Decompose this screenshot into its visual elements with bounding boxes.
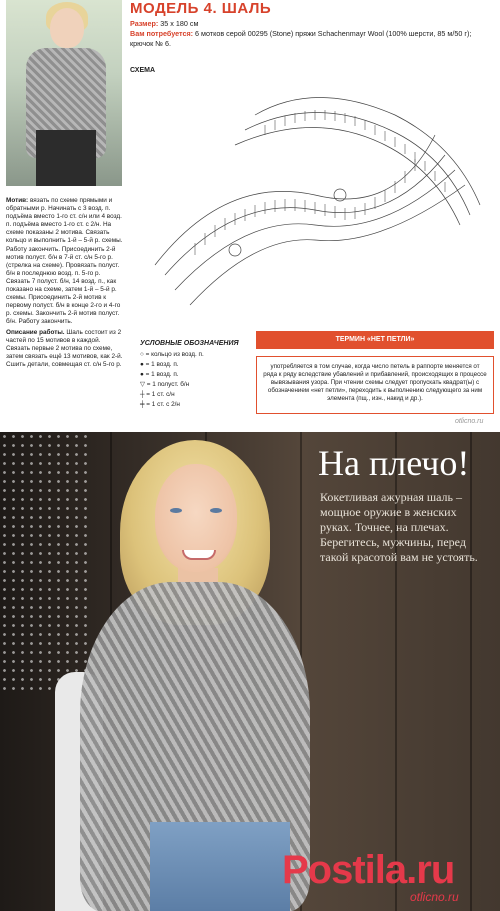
feature-headline: На плечо!: [318, 443, 470, 483]
site-watermark: otlicno.ru: [410, 890, 459, 904]
motif-text: вязать по схеме прямыми и обратными р. Начинать с 3 возд. п. подъёма вместо 1-го ст. с/н или 4 возд. п. подъёма вместо 1-го ст. с 2/н. На схеме показаны 2 мотива. Связать кольцо и выполнить 1-й – 5-й р. схемы. Работу закончить. Присоединить 2-й мотив полуст. б/н в 7-й ст. с/н 5-го р. (стрелка на схеме). Провязать полуст. б/н в последнюю возд. п. 5-го р. Связать 7 полуст. б/н, 14 возд. п., как показано на схеме, затем 1-й – 5-й р. схемы. Присоединить 2-й мотив к первому полуст. б/н в конце 2-го и 4-го р. схемы. Закончить 2-й мотив полуст. б/н. Работу закончить.: [6, 197, 123, 326]
term-heading: ТЕРМИН «НЕТ ПЕТЛИ»: [256, 331, 494, 349]
term-body: употребляется в том случае, когда число петель в раппорте меняется от ряда к ряду вследствие убавлений и прибавлений, происходящих в процессе вывязывания узора. При чтении схемы следует пропускать квадрат(ы) с обозначением «нет петли», переходить к выполнению следующего за ним элемента (пщ., изн., накид и др.).: [256, 356, 494, 414]
decorative-dots: [0, 432, 90, 692]
model-apron: [150, 822, 290, 911]
legend-item: ┼ = 1 ст. с/н: [140, 391, 175, 398]
crochet-chart-diagram: [135, 75, 495, 320]
materials-label: Вам потребуется:: [130, 29, 194, 38]
motif-label: Мотив:: [6, 197, 29, 204]
legend-title: УСЛОВНЫЕ ОБОЗНАЧЕНИЯ: [140, 340, 239, 347]
feature-photo: [0, 432, 500, 911]
legend-item: ▽ = 1 полуст. б/н: [140, 381, 190, 388]
postila-logo[interactable]: Postila.ru: [282, 848, 455, 892]
legend-item: ● = 1 возд. п.: [140, 371, 179, 378]
feature-tagline: Кокетливая ажурная шаль – мощное оружие в женских руках. Точнее, на плечах. Берегитесь, мужчины, перед такой красотой вам не устоять.: [320, 490, 478, 564]
materials-value: 6 мотков серой 00295 (Stone) пряжи Schachenmayr Wool (100% шерсти, 85 м/50 г); крючок № 6.: [130, 29, 472, 48]
instructions-column: [6, 197, 124, 371]
model-title: МОДЕЛЬ 4. ШАЛЬ: [130, 0, 272, 17]
legend-item: ╪ = 1 ст. с 2/н: [140, 401, 180, 408]
model-photo-thumbnail: [6, 0, 122, 186]
size-label: Размер:: [130, 19, 159, 28]
legend-item: ● = 1 возд. п.: [140, 361, 179, 368]
work-description-text: Шаль состоит из 2 частей по 15 мотивов в каждой. Связать первые 2 мотива по схеме, затем связать ещё 13 мотивов, как 2-й. Сшить детали, совмещая ст. с/н 5-го р.: [6, 328, 123, 368]
pattern-page: [0, 0, 500, 432]
size-line: [130, 19, 198, 28]
legend-item: ○ = кольцо из возд. п.: [140, 351, 204, 358]
materials-line: [130, 29, 490, 49]
schema-label: СХЕМА: [130, 67, 156, 74]
watermark-small: otlicno.ru: [455, 418, 484, 425]
legend-list: [140, 350, 204, 410]
size-value: 35 х 180 см: [160, 19, 199, 28]
work-description-label: Описание работы.: [6, 328, 65, 336]
